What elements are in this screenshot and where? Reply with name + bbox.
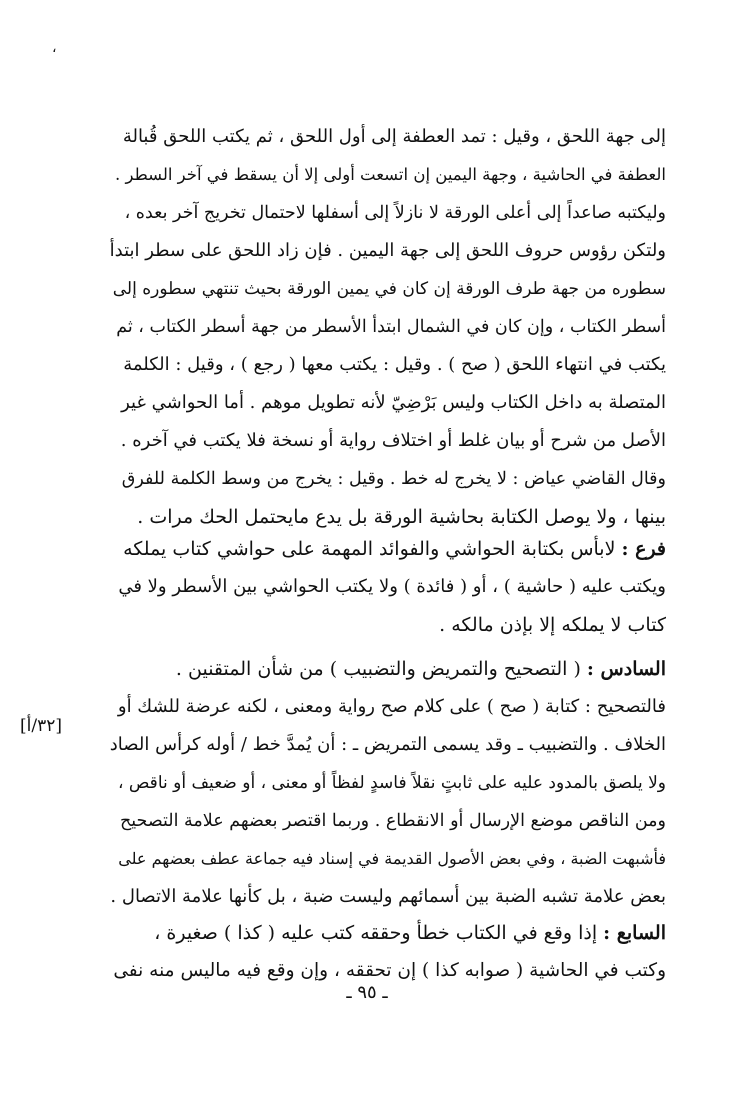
text-line — [110, 650, 666, 688]
text-line: سطوره من جهة طرف الورقة إن كان في يمين الورقة بحيث تنتهي سطوره إلى — [112, 279, 666, 299]
text-line: وليكتبه صاعداً إلى أعلى الورقة لا نازلاً إلى أسفلها لاحتمال تخريج آخر بعده ، — [124, 203, 666, 223]
margin-folio-reference: [٣٢/أ] — [20, 716, 62, 736]
paragraph-seventh — [110, 914, 666, 990]
text-line: فأشبهت الضبة ، وفي بعض الأصول القديمة في إسناد فيه جماعة عطف بعضهم على — [118, 849, 666, 868]
text-line: فالتصحيح : كتابة ( صح ) على كلام صح رواية ومعنى ، لكنه عرضة للشك أو — [117, 696, 666, 717]
corner-mark: ، — [52, 40, 57, 56]
text-line: وقال القاضي عياض : لا يخرج له خط . وقيل : يخرج من وسط الكلمة للفرق — [121, 469, 666, 489]
text-line: كتاب لا يملكه إلا بإذن مالكه . — [439, 614, 666, 636]
text-line: المتصلة به داخل الكتاب وليس بَرْضِيّ لأنه تطويل موهم . أما الحواشي غير — [121, 392, 666, 413]
paragraph-far — [110, 530, 666, 644]
text-run: لابأس بكتابة الحواشي والفوائد المهمة على حواشي كتاب يملكه — [123, 538, 622, 560]
text-line: إلى جهة اللحق ، وقيل : تمد العطفة إلى أول اللحق ، ثم يكتب اللحق قُبالة — [122, 126, 666, 147]
text-line: بينها ، ولا يوصل الكتابة بحاشية الورقة بل يدع مايحتمل الحك مرات . — [137, 506, 666, 528]
text-line: الخلاف . والتضبيب ـ وقد يسمى التمريض ـ : أن يُمدَّ خط / أوله كرأس الصاد — [110, 734, 666, 755]
page-number: ـ ٩٥ ـ — [346, 982, 388, 1003]
section-lead: السادس : — [586, 658, 666, 680]
section-lead: السابع : — [603, 922, 666, 944]
text-line — [110, 914, 666, 952]
text-line — [110, 530, 666, 568]
text-line: ويكتب عليه ( حاشية ) ، أو ( فائدة ) ولا يكتب الحواشي بين الأسطر ولا في — [118, 576, 666, 597]
text-line: بعض علامة تشبه الضبة بين أسمائهم وليست ضبة ، بل كأنها علامة الاتصال . — [110, 886, 666, 907]
text-run: ( التصحيح والتمريض والتضبيب ) من شأن المتقنين . — [175, 658, 587, 680]
text-line: أسطر الكتاب ، وإن كان في الشمال ابتدأ الأسطر من جهة أسطر الكتاب ، ثم — [116, 317, 666, 337]
text-line: يكتب في انتهاء اللحق ( صح ) . وقيل : يكتب معها ( رجع ) ، وقيل : الكلمة — [123, 354, 666, 375]
text-line: العطفة في الحاشية ، وجهة اليمين إن اتسعت أولى إلا أن يسقط في آخر السطر . — [114, 165, 666, 184]
text-line: ومن الناقص موضع الإرسال أو الانقطاع . وربما اقتصر بعضهم علامة التصحيح — [119, 811, 666, 831]
paragraph-lahq — [110, 118, 666, 536]
paragraph-sixth — [110, 650, 666, 916]
text-line: الأصل من شرح أو بيان غلط أو اختلاف رواية أو نسخة فلا يكتب في آخره . — [120, 430, 666, 451]
text-line: ولتكن رؤوس حروف اللحق إلى جهة اليمين . فإن زاد اللحق على سطر ابتدأ — [110, 240, 666, 261]
text-line: ولا يلصق بالمدود عليه على ثابتٍ نقلاً فاسدٍ لفظاً أو معنى ، أو ضعيف أو ناقص ، — [117, 773, 666, 793]
text-run: إذا وقع في الكتاب خطأ وحققه كتب عليه ( كذا ) صغيرة ، — [154, 922, 604, 944]
text-line: وكتب في الحاشية ( صوابه كذا ) إن تحققه ، وإن وقع فيه ماليس منه نفى — [113, 960, 666, 981]
section-lead: فرع : — [621, 538, 666, 560]
